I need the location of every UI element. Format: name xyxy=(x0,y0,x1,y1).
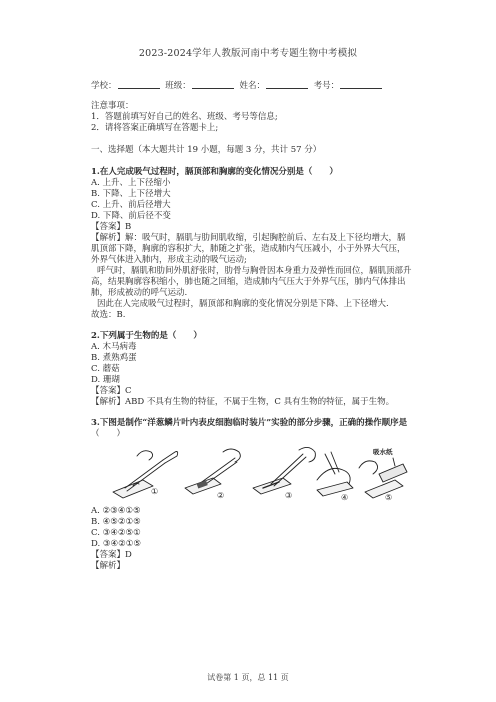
exam-content xyxy=(91,101,421,572)
step-label-3: ③ xyxy=(285,491,293,500)
question-2-option-b: B. 煮熟鸡蛋 xyxy=(91,353,137,363)
class-blank[interactable] xyxy=(192,80,234,89)
step-2-drawing xyxy=(185,449,240,494)
step-5-drawing xyxy=(359,461,407,498)
notes-heading: 注意事项： xyxy=(91,101,134,111)
question-1-analysis-line: 呼气时，膈肌和肋间外肌舒张时，肋骨与胸骨因本身重力及弹性而回位，膈肌顶部升 xyxy=(97,266,412,276)
question-1-analysis-line: 外界气体进入肺内，形成主动的吸气运动; xyxy=(91,255,247,265)
name-blank[interactable] xyxy=(266,80,308,89)
question-2-option-c: C. 蘑菇 xyxy=(91,364,120,374)
note-item: 2．请将答案正确填写在答题卡上; xyxy=(91,123,219,133)
question-1-analysis-line: 【解析】解：吸气时，膈肌与肋间肌收缩，引起胸腔前后、左右及上下径均增大，膈 xyxy=(91,233,406,243)
absorbent-paper-label: 吸水纸 xyxy=(373,448,393,456)
step-label-5: ⑤ xyxy=(385,493,393,502)
question-1-option-b: B. 下降、上下径增大 xyxy=(91,189,171,199)
document-title: 2023-2024学年人教版河南中考专题生物中考模拟 xyxy=(138,48,358,59)
question-1-option-d: D. 下降、前后径不变 xyxy=(91,211,171,221)
class-label: 班级： xyxy=(165,81,191,91)
question-3-stem-bracket: （ ） xyxy=(91,429,126,439)
question-3-option-d: D. ③④②①⑤ xyxy=(91,539,142,549)
note-item: 1．答题前填写好自己的姓名、班级、考号等信息; xyxy=(91,112,278,122)
question-1-analysis-line: 故选：B. xyxy=(91,310,126,320)
question-3-option-b: B. ④⑤②①⑤ xyxy=(91,517,141,527)
question-2-stem: 2.下列属于生物的是（ ） xyxy=(91,331,202,341)
question-2-analysis: 【解析】ABD 不具有生物的特征，不属于生物，C 具有生物的特征，属于生物。 xyxy=(91,397,395,407)
name-label: 姓名： xyxy=(239,81,265,91)
question-3-option-c: C. ③④②⑤① xyxy=(91,528,141,538)
step-4-drawing xyxy=(317,452,353,496)
question-3-answer: 【答案】D xyxy=(91,550,132,560)
step-3-drawing xyxy=(253,447,315,494)
step-label-2: ② xyxy=(217,491,225,500)
student-info-line xyxy=(91,79,385,91)
question-1-option-a: A. 上升、上下径缩小 xyxy=(91,178,171,188)
step-1-drawing xyxy=(113,451,178,498)
question-2-option-a: A. 木马病毒 xyxy=(91,342,137,352)
experiment-steps-figure xyxy=(103,444,408,502)
question-1-stem: 1.在人完成吸气过程时，膈顶部和胸廓的变化情况分别是（ ） xyxy=(91,167,338,177)
question-1-analysis-line: 肺，形成被动的呼气运动. xyxy=(91,288,188,298)
page-footer: 试卷第 1 页，总 11 页 xyxy=(207,673,289,682)
question-2-option-d: D. 珊瑚 xyxy=(91,375,120,385)
question-1-answer: 【答案】B xyxy=(91,222,132,232)
experiment-steps-drawing xyxy=(103,444,408,502)
question-2-answer: 【答案】C xyxy=(91,386,132,396)
school-label: 学校： xyxy=(91,81,117,91)
question-1-analysis-line: 高，结果胸廓容积缩小，肺也随之回缩，造成肺内气压大于外界气压，肺内气体排出 xyxy=(91,277,406,287)
step-label-1: ① xyxy=(151,487,159,496)
question-1-analysis-line: 因此在人完成吸气过程时，膈顶部和胸廓的变化情况分别是下降、上下径增大. xyxy=(97,299,389,309)
question-1-analysis-line: 肌顶部下降，胸廓的容积扩大，肺随之扩张，造成肺内气压减小，小于外界大气压， xyxy=(91,244,406,254)
school-blank[interactable] xyxy=(118,80,160,89)
question-1-option-c: C. 上升、前后径增大 xyxy=(91,200,171,210)
section-heading: 一、选择题（本大题共计 19 小题，每题 3 分，共计 57 分） xyxy=(91,145,322,155)
exam-number-blank[interactable] xyxy=(340,80,382,89)
question-3-option-a: A. ②③④①⑤ xyxy=(91,506,141,516)
question-3-stem: 3.下图是制作“洋葱鳞片叶内表皮细胞临时装片”实验的部分步骤，正确的操作顺序是 xyxy=(91,418,408,428)
question-3-analysis: 【解析】 xyxy=(91,561,126,571)
exam-number-label: 考号： xyxy=(313,81,340,91)
step-label-4: ④ xyxy=(341,493,349,502)
